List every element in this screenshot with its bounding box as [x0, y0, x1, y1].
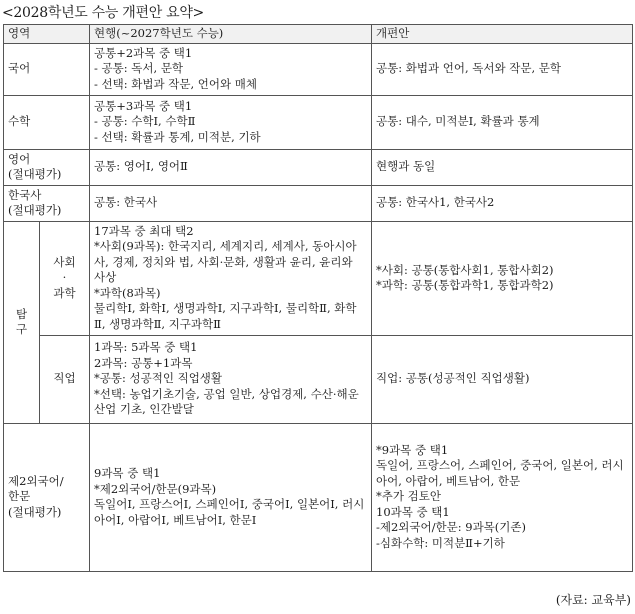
table-header-row — [4, 25, 633, 44]
source-note: (자료: 교육부) — [555, 593, 631, 607]
summary-table — [3, 24, 633, 572]
reform-english: 현행과 동일 — [372, 149, 633, 185]
area-inquiry: 탐 구 — [4, 221, 40, 423]
table-row-inquiry-vocational — [4, 335, 633, 423]
table-row-korean — [4, 43, 633, 95]
current-english: 공통: 영어Ⅰ, 영어Ⅱ — [90, 149, 372, 185]
area-english: 영어 (절대평가) — [4, 149, 90, 185]
reform-history: 공통: 한국사1, 한국사2 — [372, 185, 633, 221]
current-math: 공통+3과목 중 택1 - 공통: 수학Ⅰ, 수학Ⅱ - 선택: 확률과 통계, 미적분, 기하 — [90, 95, 372, 149]
current-korean: 공통+2과목 중 택1 - 공통: 독서, 문학 - 선택: 화법과 작문, 언어와 매체 — [90, 43, 372, 95]
area-korean: 국어 — [4, 43, 90, 95]
sub-social-science: 사회 · 과학 — [40, 221, 90, 335]
header-current: 현행(~2027학년도 수능) — [90, 25, 372, 44]
page-title: <2028학년도 수능 개편안 요약> — [2, 5, 204, 21]
current-history: 공통: 한국사 — [90, 185, 372, 221]
table-row-math — [4, 95, 633, 149]
reform-foreign: *9과목 중 택1 독일어, 프랑스어, 스페인어, 중국어, 일본어, 러시아어, 아랍어, 베트남어, 한문 *추가 검토안 10과목 중 택1 -제2외국어/한문: 9과목(기존) -심화수학: 미적분Ⅱ+기하 — [372, 423, 633, 571]
reform-social-science: *사회: 공통(통합사회1, 통합사회2) *과학: 공통(통합과학1, 통합과학2) — [372, 221, 633, 335]
reform-korean: 공통: 화법과 언어, 독서와 작문, 문학 — [372, 43, 633, 95]
reform-vocational: 직업: 공통(성공적인 직업생활) — [372, 335, 633, 423]
table-row-inquiry-social-science — [4, 221, 633, 335]
area-history: 한국사 (절대평가) — [4, 185, 90, 221]
reform-math: 공통: 대수, 미적분Ⅰ, 확률과 통계 — [372, 95, 633, 149]
area-foreign: 제2외국어/ 한문 (절대평가) — [4, 423, 90, 571]
current-social-science: 17과목 중 최대 택2 *사회(9과목): 한국지리, 세계지리, 세계사, 동아시아사, 경제, 정치와 법, 사회·문화, 생활과 윤리, 윤리와 사상 *과학(8과목) 물리학Ⅰ, 화학Ⅰ, 생명과학Ⅰ, 지구과학Ⅰ, 물리학Ⅱ, 화학Ⅱ, 생명과학Ⅱ, 지구과학Ⅱ — [90, 221, 372, 335]
current-foreign: 9과목 중 택1 *제2외국어/한문(9과목) 독일어Ⅰ, 프랑스어Ⅰ, 스페인어Ⅰ, 중국어Ⅰ, 일본어Ⅰ, 러시아어Ⅰ, 아랍어Ⅰ, 베트남어Ⅰ, 한문Ⅰ — [90, 423, 372, 571]
table-row-english — [4, 149, 633, 185]
sub-vocational: 직업 — [40, 335, 90, 423]
current-vocational: 1과목: 5과목 중 택1 2과목: 공통+1과목 *공통: 성공적인 직업생활 *선택: 농업기초기술, 공업 일반, 상업경제, 수산·해운 산업 기초, 인간발달 — [90, 335, 372, 423]
area-math: 수학 — [4, 95, 90, 149]
header-area: 영역 — [4, 25, 90, 44]
table-row-foreign — [4, 423, 633, 571]
table-row-history — [4, 185, 633, 221]
header-reform: 개편안 — [372, 25, 633, 44]
